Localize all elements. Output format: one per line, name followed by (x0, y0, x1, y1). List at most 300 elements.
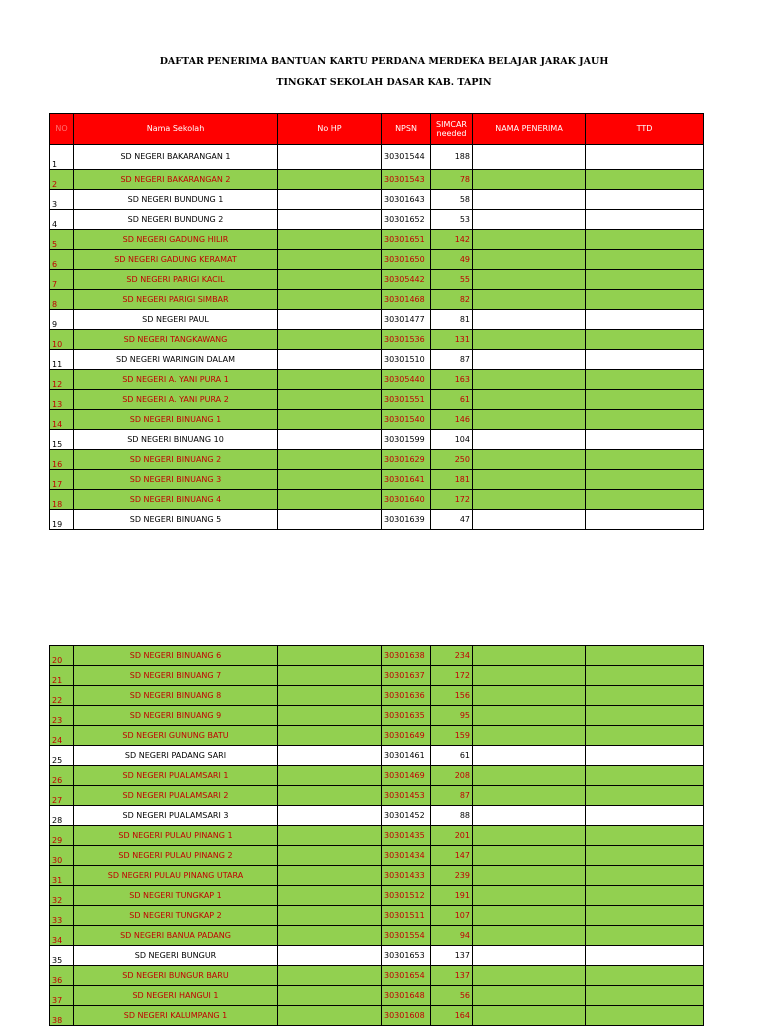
header-nama-sekolah: Nama Sekolah (74, 114, 278, 145)
cell-school-name: SD NEGERI KALUMPANG 1 (74, 1006, 278, 1026)
cell-npsn: 30301469 (382, 766, 431, 786)
cell-nama-penerima (473, 230, 586, 250)
cell-no-hp (278, 946, 382, 966)
cell-no-hp (278, 826, 382, 846)
cell-no: 32 (50, 886, 74, 906)
cell-ttd (586, 270, 704, 290)
cell-simcar-needed: 147 (431, 846, 473, 866)
header-npsn: NPSN (382, 114, 431, 145)
cell-nama-penerima (473, 145, 586, 170)
cell-simcar-needed: 58 (431, 190, 473, 210)
table-row (50, 746, 704, 766)
table-row (50, 726, 704, 746)
cell-school-name: SD NEGERI BINUANG 4 (74, 490, 278, 510)
cell-simcar-needed: 55 (431, 270, 473, 290)
cell-no-hp (278, 170, 382, 190)
cell-ttd (586, 806, 704, 826)
cell-no-hp (278, 210, 382, 230)
cell-ttd (586, 310, 704, 330)
cell-ttd (586, 906, 704, 926)
cell-no: 14 (50, 410, 74, 430)
cell-no: 9 (50, 310, 74, 330)
cell-school-name: SD NEGERI BANUA PADANG (74, 926, 278, 946)
cell-simcar-needed: 78 (431, 170, 473, 190)
cell-simcar-needed: 142 (431, 230, 473, 250)
cell-simcar-needed: 87 (431, 350, 473, 370)
cell-simcar-needed: 137 (431, 946, 473, 966)
cell-npsn: 30301640 (382, 490, 431, 510)
cell-school-name: SD NEGERI BINUANG 1 (74, 410, 278, 430)
cell-simcar-needed: 94 (431, 926, 473, 946)
cell-nama-penerima (473, 686, 586, 706)
cell-school-name: SD NEGERI PULAU PINANG 2 (74, 846, 278, 866)
cell-no-hp (278, 966, 382, 986)
table-row (50, 450, 704, 470)
header-no-hp: No HP (278, 114, 382, 145)
cell-school-name: SD NEGERI BINUANG 10 (74, 430, 278, 450)
cell-no-hp (278, 390, 382, 410)
table-row (50, 210, 704, 230)
cell-npsn: 30301468 (382, 290, 431, 310)
cell-school-name: SD NEGERI GUNUNG BATU (74, 726, 278, 746)
cell-no-hp (278, 1006, 382, 1026)
table-row (50, 270, 704, 290)
cell-no: 21 (50, 666, 74, 686)
cell-simcar-needed: 146 (431, 410, 473, 430)
cell-no: 12 (50, 370, 74, 390)
cell-npsn: 30301540 (382, 410, 431, 430)
cell-no: 17 (50, 470, 74, 490)
cell-no: 10 (50, 330, 74, 350)
cell-ttd (586, 786, 704, 806)
cell-no: 27 (50, 786, 74, 806)
cell-school-name: SD NEGERI PARIGI SIMBAR (74, 290, 278, 310)
cell-no: 13 (50, 390, 74, 410)
table-row (50, 430, 704, 450)
cell-school-name: SD NEGERI TUNGKAP 2 (74, 906, 278, 926)
cell-no-hp (278, 746, 382, 766)
cell-ttd (586, 430, 704, 450)
document-subtitle: TINGKAT SEKOLAH DASAR KAB. TAPIN (276, 77, 492, 88)
table-row (50, 170, 704, 190)
cell-simcar-needed: 201 (431, 826, 473, 846)
cell-no-hp (278, 906, 382, 926)
cell-npsn: 30301641 (382, 470, 431, 490)
cell-no: 18 (50, 490, 74, 510)
cell-npsn: 30301554 (382, 926, 431, 946)
cell-npsn: 30301635 (382, 706, 431, 726)
header-no: NO (50, 114, 74, 145)
cell-no-hp (278, 470, 382, 490)
cell-npsn: 30301649 (382, 726, 431, 746)
cell-npsn: 30301434 (382, 846, 431, 866)
cell-simcar-needed: 172 (431, 490, 473, 510)
cell-simcar-needed: 82 (431, 290, 473, 310)
cell-school-name: SD NEGERI PUALAMSARI 3 (74, 806, 278, 826)
cell-no: 15 (50, 430, 74, 450)
recipient-table-part2 (49, 645, 704, 1026)
cell-npsn: 30301636 (382, 686, 431, 706)
cell-npsn: 30301599 (382, 430, 431, 450)
cell-ttd (586, 230, 704, 250)
cell-no-hp (278, 330, 382, 350)
cell-school-name: SD NEGERI BUNDUNG 1 (74, 190, 278, 210)
cell-ttd (586, 666, 704, 686)
cell-simcar-needed: 191 (431, 886, 473, 906)
cell-no-hp (278, 350, 382, 370)
cell-school-name: SD NEGERI BUNGUR BARU (74, 966, 278, 986)
cell-no-hp (278, 726, 382, 746)
cell-school-name: SD NEGERI TUNGKAP 1 (74, 886, 278, 906)
cell-no-hp (278, 410, 382, 430)
cell-school-name: SD NEGERI BUNGUR (74, 946, 278, 966)
recipient-table-part1 (49, 113, 704, 530)
table-row (50, 390, 704, 410)
cell-simcar-needed: 47 (431, 510, 473, 530)
cell-no: 36 (50, 966, 74, 986)
cell-simcar-needed: 107 (431, 906, 473, 926)
cell-simcar-needed: 88 (431, 806, 473, 826)
cell-npsn: 30301643 (382, 190, 431, 210)
table-row (50, 806, 704, 826)
cell-no: 25 (50, 746, 74, 766)
cell-no-hp (278, 686, 382, 706)
cell-nama-penerima (473, 470, 586, 490)
cell-school-name: SD NEGERI HANGUI 1 (74, 986, 278, 1006)
cell-no-hp (278, 646, 382, 666)
cell-no-hp (278, 290, 382, 310)
table-header-row (50, 114, 704, 145)
cell-school-name: SD NEGERI GADUNG HILIR (74, 230, 278, 250)
cell-simcar-needed: 234 (431, 646, 473, 666)
cell-no: 6 (50, 250, 74, 270)
cell-nama-penerima (473, 826, 586, 846)
cell-no: 24 (50, 726, 74, 746)
cell-nama-penerima (473, 726, 586, 746)
cell-simcar-needed: 250 (431, 450, 473, 470)
table-row (50, 350, 704, 370)
cell-no: 5 (50, 230, 74, 250)
cell-npsn: 30301638 (382, 646, 431, 666)
table-row (50, 1006, 704, 1026)
cell-nama-penerima (473, 250, 586, 270)
table-body-part2 (50, 646, 704, 1026)
cell-simcar-needed: 164 (431, 1006, 473, 1026)
cell-no-hp (278, 490, 382, 510)
cell-npsn: 30301608 (382, 1006, 431, 1026)
cell-ttd (586, 370, 704, 390)
cell-school-name: SD NEGERI WARINGIN DALAM (74, 350, 278, 370)
cell-npsn: 30305442 (382, 270, 431, 290)
cell-no-hp (278, 666, 382, 686)
cell-no: 3 (50, 190, 74, 210)
cell-nama-penerima (473, 210, 586, 230)
table-row (50, 866, 704, 886)
cell-ttd (586, 706, 704, 726)
cell-ttd (586, 510, 704, 530)
cell-no: 26 (50, 766, 74, 786)
cell-nama-penerima (473, 866, 586, 886)
cell-school-name: SD NEGERI BINUANG 9 (74, 706, 278, 726)
cell-no-hp (278, 786, 382, 806)
cell-simcar-needed: 156 (431, 686, 473, 706)
header-nama-penerima: NAMA PENERIMA (473, 114, 586, 145)
cell-ttd (586, 766, 704, 786)
cell-ttd (586, 450, 704, 470)
cell-ttd (586, 470, 704, 490)
table-row (50, 966, 704, 986)
cell-ttd (586, 926, 704, 946)
cell-no-hp (278, 706, 382, 726)
table-row (50, 826, 704, 846)
cell-nama-penerima (473, 430, 586, 450)
cell-simcar-needed: 163 (431, 370, 473, 390)
cell-nama-penerima (473, 806, 586, 826)
table-row (50, 946, 704, 966)
table-row (50, 190, 704, 210)
cell-simcar-needed: 95 (431, 706, 473, 726)
cell-ttd (586, 686, 704, 706)
cell-no: 2 (50, 170, 74, 190)
cell-school-name: SD NEGERI PAUL (74, 310, 278, 330)
cell-npsn: 30301639 (382, 510, 431, 530)
cell-no: 7 (50, 270, 74, 290)
table-row (50, 766, 704, 786)
table-row (50, 510, 704, 530)
cell-simcar-needed: 81 (431, 310, 473, 330)
cell-nama-penerima (473, 666, 586, 686)
table-row (50, 666, 704, 686)
table-row (50, 470, 704, 490)
cell-nama-penerima (473, 370, 586, 390)
cell-ttd (586, 250, 704, 270)
cell-no: 34 (50, 926, 74, 946)
cell-no: 20 (50, 646, 74, 666)
cell-no: 33 (50, 906, 74, 926)
cell-npsn: 30301652 (382, 210, 431, 230)
cell-npsn: 30301536 (382, 330, 431, 350)
cell-npsn: 30301512 (382, 886, 431, 906)
cell-ttd (586, 826, 704, 846)
cell-npsn: 30301453 (382, 786, 431, 806)
cell-nama-penerima (473, 170, 586, 190)
cell-npsn: 30301653 (382, 946, 431, 966)
cell-simcar-needed: 159 (431, 726, 473, 746)
cell-npsn: 30301452 (382, 806, 431, 826)
cell-npsn: 30301461 (382, 746, 431, 766)
table-row (50, 786, 704, 806)
cell-ttd (586, 350, 704, 370)
header-simcar-line1: SIMCAR (436, 119, 467, 129)
cell-no-hp (278, 806, 382, 826)
cell-school-name: SD NEGERI PUALAMSARI 2 (74, 786, 278, 806)
cell-ttd (586, 330, 704, 350)
table-body-part1 (50, 145, 704, 530)
table-row (50, 646, 704, 666)
cell-school-name: SD NEGERI PULAU PINANG 1 (74, 826, 278, 846)
cell-nama-penerima (473, 310, 586, 330)
cell-nama-penerima (473, 510, 586, 530)
cell-nama-penerima (473, 330, 586, 350)
cell-npsn: 30301543 (382, 170, 431, 190)
cell-no-hp (278, 866, 382, 886)
cell-school-name: SD NEGERI PADANG SARI (74, 746, 278, 766)
cell-ttd (586, 986, 704, 1006)
cell-ttd (586, 170, 704, 190)
table-row (50, 686, 704, 706)
header-simcar-line2: needed (436, 129, 467, 138)
table-row (50, 490, 704, 510)
cell-no: 29 (50, 826, 74, 846)
cell-nama-penerima (473, 1006, 586, 1026)
cell-ttd (586, 1006, 704, 1026)
table-row (50, 250, 704, 270)
table-row (50, 290, 704, 310)
cell-simcar-needed: 131 (431, 330, 473, 350)
cell-simcar-needed: 87 (431, 786, 473, 806)
cell-npsn: 30301433 (382, 866, 431, 886)
cell-no: 22 (50, 686, 74, 706)
cell-school-name: SD NEGERI BINUANG 7 (74, 666, 278, 686)
cell-nama-penerima (473, 946, 586, 966)
cell-no: 4 (50, 210, 74, 230)
table-row (50, 906, 704, 926)
table-row (50, 986, 704, 1006)
cell-no-hp (278, 986, 382, 1006)
cell-npsn: 30301551 (382, 390, 431, 410)
cell-school-name: SD NEGERI BUNDUNG 2 (74, 210, 278, 230)
cell-ttd (586, 490, 704, 510)
cell-ttd (586, 290, 704, 310)
cell-school-name: SD NEGERI BAKARANGAN 1 (74, 145, 278, 170)
cell-no-hp (278, 310, 382, 330)
cell-nama-penerima (473, 646, 586, 666)
table-row (50, 706, 704, 726)
cell-ttd (586, 145, 704, 170)
cell-school-name: SD NEGERI A. YANI PURA 2 (74, 390, 278, 410)
table-row (50, 230, 704, 250)
cell-no-hp (278, 846, 382, 866)
cell-nama-penerima (473, 706, 586, 726)
cell-school-name: SD NEGERI BINUANG 3 (74, 470, 278, 490)
cell-nama-penerima (473, 410, 586, 430)
cell-no-hp (278, 430, 382, 450)
cell-simcar-needed: 53 (431, 210, 473, 230)
cell-school-name: SD NEGERI BINUANG 6 (74, 646, 278, 666)
cell-no: 23 (50, 706, 74, 726)
cell-nama-penerima (473, 490, 586, 510)
cell-school-name: SD NEGERI BINUANG 2 (74, 450, 278, 470)
cell-no: 37 (50, 986, 74, 1006)
cell-no-hp (278, 250, 382, 270)
cell-simcar-needed: 49 (431, 250, 473, 270)
cell-nama-penerima (473, 350, 586, 370)
cell-school-name: SD NEGERI TANGKAWANG (74, 330, 278, 350)
cell-ttd (586, 410, 704, 430)
cell-ttd (586, 190, 704, 210)
cell-npsn: 30301637 (382, 666, 431, 686)
cell-nama-penerima (473, 190, 586, 210)
cell-no: 28 (50, 806, 74, 826)
cell-no-hp (278, 450, 382, 470)
table-row (50, 846, 704, 866)
table-row (50, 330, 704, 350)
cell-ttd (586, 966, 704, 986)
cell-school-name: SD NEGERI BINUANG 5 (74, 510, 278, 530)
table-row (50, 926, 704, 946)
cell-npsn: 30301650 (382, 250, 431, 270)
cell-npsn: 30301435 (382, 826, 431, 846)
cell-ttd (586, 846, 704, 866)
cell-simcar-needed: 181 (431, 470, 473, 490)
cell-ttd (586, 646, 704, 666)
cell-nama-penerima (473, 290, 586, 310)
cell-ttd (586, 726, 704, 746)
cell-simcar-needed: 137 (431, 966, 473, 986)
cell-no-hp (278, 230, 382, 250)
cell-school-name: SD NEGERI PUALAMSARI 1 (74, 766, 278, 786)
cell-nama-penerima (473, 926, 586, 946)
cell-ttd (586, 886, 704, 906)
cell-nama-penerima (473, 450, 586, 470)
cell-simcar-needed: 104 (431, 430, 473, 450)
cell-no: 1 (50, 145, 74, 170)
cell-school-name: SD NEGERI GADUNG KERAMAT (74, 250, 278, 270)
cell-nama-penerima (473, 270, 586, 290)
cell-nama-penerima (473, 886, 586, 906)
cell-npsn: 30301544 (382, 145, 431, 170)
cell-no: 8 (50, 290, 74, 310)
cell-nama-penerima (473, 966, 586, 986)
cell-nama-penerima (473, 906, 586, 926)
cell-nama-penerima (473, 786, 586, 806)
table-row (50, 145, 704, 170)
header-simcar-needed (431, 114, 473, 145)
cell-no: 35 (50, 946, 74, 966)
cell-nama-penerima (473, 766, 586, 786)
cell-simcar-needed: 188 (431, 145, 473, 170)
cell-no: 16 (50, 450, 74, 470)
cell-no: 38 (50, 1006, 74, 1026)
cell-no: 11 (50, 350, 74, 370)
cell-npsn: 30301651 (382, 230, 431, 250)
cell-npsn: 30301648 (382, 986, 431, 1006)
table-row (50, 370, 704, 390)
table-row (50, 410, 704, 430)
cell-simcar-needed: 208 (431, 766, 473, 786)
cell-school-name: SD NEGERI A. YANI PURA 1 (74, 370, 278, 390)
cell-ttd (586, 210, 704, 230)
cell-no: 19 (50, 510, 74, 530)
cell-ttd (586, 946, 704, 966)
cell-school-name: SD NEGERI BAKARANGAN 2 (74, 170, 278, 190)
table-row (50, 886, 704, 906)
cell-npsn: 30305440 (382, 370, 431, 390)
cell-npsn: 30301510 (382, 350, 431, 370)
cell-ttd (586, 746, 704, 766)
cell-nama-penerima (473, 390, 586, 410)
cell-ttd (586, 390, 704, 410)
cell-nama-penerima (473, 746, 586, 766)
cell-no-hp (278, 370, 382, 390)
cell-no: 31 (50, 866, 74, 886)
cell-nama-penerima (473, 846, 586, 866)
cell-no-hp (278, 145, 382, 170)
cell-simcar-needed: 239 (431, 866, 473, 886)
cell-ttd (586, 866, 704, 886)
document-title: DAFTAR PENERIMA BANTUAN KARTU PERDANA MERDEKA BELAJAR JARAK JAUH (159, 56, 609, 67)
table-row (50, 310, 704, 330)
